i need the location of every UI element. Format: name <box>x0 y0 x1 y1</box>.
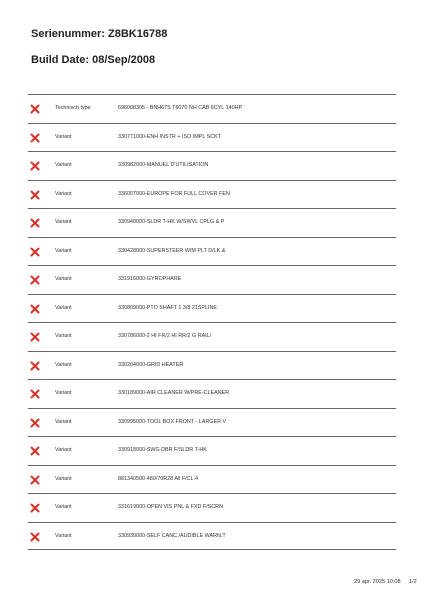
row-value: 336007000-EUROPE FOR FULL COVER FEN <box>118 190 230 197</box>
variant-table <box>28 94 396 550</box>
page-number: 1/2 <box>409 579 417 585</box>
row-type: Variant <box>55 190 72 197</box>
x-icon <box>30 532 40 542</box>
x-icon <box>30 389 40 399</box>
x-icon <box>30 418 40 428</box>
table-row <box>28 322 396 351</box>
table-row <box>28 151 396 180</box>
row-value: 330995000-TOOL BOX FRONT - LARGER V <box>118 418 227 425</box>
row-type: Variant <box>55 418 72 425</box>
row-value: 330428000-SUPERSTEER W/M PLT D/LK & <box>118 247 226 254</box>
row-type: Variant <box>55 276 72 282</box>
x-icon <box>30 446 40 456</box>
table-row <box>28 408 396 437</box>
row-value: 331916000-GYROPHARE <box>118 276 182 282</box>
row-value: 330982000-MANUEL D'UTILISATION <box>118 162 209 168</box>
print-date: 29 apr. 2025 10:08 <box>354 579 401 585</box>
row-type: Variant <box>55 361 72 368</box>
serial-number-heading: Serienummer: Z8BK16788 <box>31 28 168 40</box>
x-icon <box>30 133 40 143</box>
table-row <box>28 294 396 323</box>
row-value: 330930000-SELF CANC./AUDIBLE WARN.T <box>118 532 226 539</box>
row-type: Variant <box>55 475 72 482</box>
table-row <box>28 237 396 266</box>
table-row <box>28 465 396 494</box>
build-date-heading: Build Date: 08/Sep/2008 <box>31 54 156 66</box>
row-type: Variant <box>55 390 72 396</box>
x-icon <box>30 218 40 228</box>
row-type: Technisch type <box>55 105 91 111</box>
row-value: 330940000-SLDR T-HK W/SWVL CPLG & P <box>118 219 225 225</box>
row-type: Variant <box>55 162 72 168</box>
row-type: Variant <box>55 504 72 510</box>
x-icon <box>30 475 40 485</box>
x-icon <box>30 503 40 513</box>
x-icon <box>30 190 40 200</box>
x-icon <box>30 361 40 371</box>
row-value: 696008305 - BNH67S T6070 NH CAB 6CYL 140HP <box>118 105 243 111</box>
table-row <box>28 522 396 551</box>
row-type: Variant <box>55 219 72 225</box>
table-row <box>28 123 396 152</box>
table-row <box>28 208 396 237</box>
x-icon <box>30 304 40 314</box>
row-value: 330786000-2 HI FR/2 HI RR/2 G RAIL/ <box>118 333 212 339</box>
table-row <box>28 265 396 294</box>
row-value: 330771000-ENH INSTR + ISO IMPL SCKT <box>118 133 222 140</box>
x-icon <box>30 247 40 257</box>
row-value: 330189000-AIR CLEANER W/PRE-CLEANER <box>118 390 230 396</box>
row-type: Variant <box>55 447 72 453</box>
row-type: Variant <box>55 247 72 254</box>
x-icon <box>30 161 40 171</box>
row-value: 330204000-GRID HEATER <box>118 361 184 368</box>
row-type: Variant <box>55 304 72 311</box>
row-type: Variant <box>55 532 72 539</box>
x-icon <box>30 104 40 114</box>
x-icon <box>30 275 40 285</box>
row-value: 330918000-SWG DBR F/SLDR T-HK <box>118 447 207 453</box>
table-row <box>28 379 396 408</box>
table-row <box>28 436 396 465</box>
table-row <box>28 180 396 209</box>
row-value: 330809000-PTO SHAFT 1 3/8 21SPLINE <box>118 304 217 311</box>
row-type: Variant <box>55 333 72 339</box>
table-row <box>28 351 396 380</box>
row-value: 331619000-OPEN VIS PNL & FXD F/SCRN <box>118 504 223 510</box>
x-icon <box>30 332 40 342</box>
row-type: Variant <box>55 133 72 140</box>
row-value: 881340500-480/70R28 All F/CL.4 <box>118 475 199 482</box>
table-row <box>28 493 396 522</box>
table-row <box>28 94 396 123</box>
